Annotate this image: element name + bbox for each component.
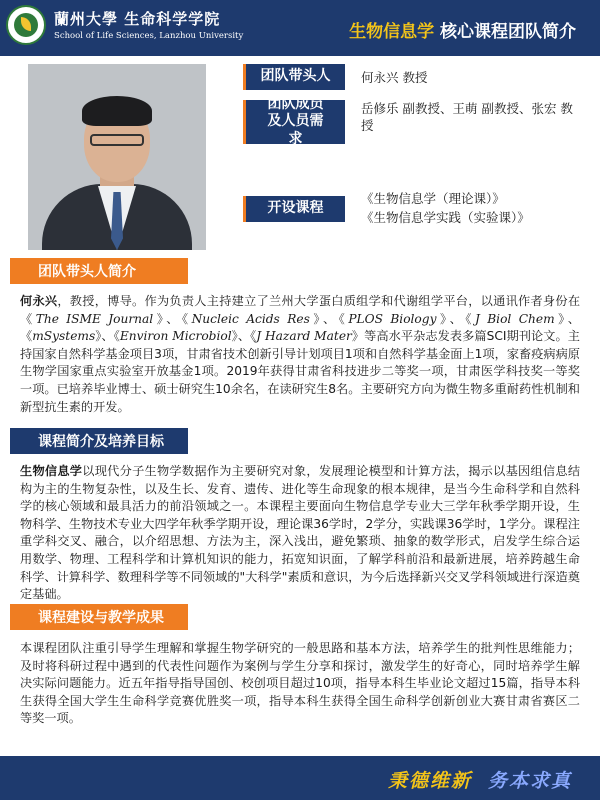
page-title bbox=[349, 17, 576, 42]
page-title-rest: 核心课程团队简介 bbox=[434, 22, 576, 42]
university-english-name: School of Life Sciences, Lanzhou University bbox=[54, 31, 244, 41]
journal-sep-6: 》、《 bbox=[231, 329, 257, 344]
university-name: 蘭州大學 生命科学学院 bbox=[54, 10, 221, 28]
journal-1: The ISME Journal bbox=[35, 311, 154, 326]
leader-intro-text-b: 》等高水平杂志发表多篇SCI期刊论文。主持国家自然科学基金项目3项，甘肃省技术创新引导计划项目1项和自然科学基金面上1项，家畜疫病病原生物学国家重点实验室开放基金1项。2019年获得甘肃省科技进步二等奖一项，甘肃医学科技奖一等奖一项。已培养毕业博士、硕士研究生10余名，在读研究生8名。主要研究方向为微生物多重耐药性机制和新型抗生素的开发。 bbox=[20, 329, 580, 414]
leader-label: 团队带头人 bbox=[243, 64, 345, 90]
members-label bbox=[243, 95, 345, 147]
course-2: 《生物信息学实践（实验课）》 bbox=[361, 210, 530, 225]
university-logo-icon bbox=[6, 5, 46, 45]
page-title-accent: 生物信息学 bbox=[349, 22, 435, 42]
section-heading-leader-intro: 团队带头人简介 bbox=[10, 258, 188, 284]
achievements-paragraph: 本课程团队注重引导学生理解和掌握生物学研究的一般思路和基本方法，培养学生的批判性思维能力；及时将科研过程中遇到的代表性问题作为案例与学生分享和探讨，激发学生的好奇心，同时培养学生解决实际问题能力。近五年指导指导国创、校创项目超过10项，指导本科生毕业论文超过15篇，指导本科生获得全国大学生生命科学竞赛优胜奖一项，指导本科生获得全国生命科学创新创业大赛甘肃省赛区二等奖一项。 bbox=[20, 641, 580, 726]
course-intro-text: 以现代分子生物学数据作为主要研究对象，发展理论模型和计算方法，揭示以基因组信息结构为主的生物复杂性，以及生长、发育、遗传、进化等生命现象的根本规律，是当今生命科学和自然科学的核心领域和最具活力的前沿领域之一。本课程主要面向生物信息学专业大三学年秋季学期开设，生物科学、生物技术专业大四学年秋季学期开设，理论课36学时，2学分，实践课36学时，1学分。课程注重学科交叉、融合，以介绍思想、方法为主，深入浅出，避免繁琐、抽象的数学形式，启发学生综合运用数学、物理、工程科学和计算机知识的能力，拓宽知识面，了解学科前沿和最新进展，培养跨越生命科学、计算科学、数理科学等不同领域的"大科学"素质和意识，为今后选择新兴交叉学科领域进行深造奠定基础。 bbox=[20, 464, 581, 602]
course-1: 《生物信息学（理论课）》 bbox=[361, 191, 505, 206]
journal-7: J Hazard Mater bbox=[256, 329, 352, 344]
page-footer bbox=[0, 756, 600, 800]
course-intro-lead: 生物信息学 bbox=[20, 464, 83, 478]
journal-4: J Biol Chem bbox=[474, 311, 555, 326]
journal-sep-2: 》、《 bbox=[309, 311, 349, 326]
leader-value: 何永兴 教授 bbox=[361, 70, 428, 85]
courses-label: 开设课程 bbox=[243, 196, 345, 222]
motto-1: 秉德维新 bbox=[388, 770, 473, 792]
members-value: 岳修乐 副教授、王萌 副教授、张宏 教授 bbox=[361, 101, 573, 133]
journal-sep-1: 》、《 bbox=[153, 311, 192, 326]
members-label-text: 团队成员及人员需求 bbox=[267, 95, 324, 147]
journal-sep-4: 》、《 bbox=[20, 311, 580, 344]
leader-portrait bbox=[28, 64, 206, 250]
page-header bbox=[0, 0, 600, 56]
leader-name: 何永兴 bbox=[20, 294, 58, 308]
journal-6: Environ Microbiol bbox=[119, 329, 232, 344]
journal-sep-3: 》、《 bbox=[436, 311, 475, 326]
journal-sep-5: 》、《 bbox=[95, 329, 120, 344]
section-heading-course-intro: 课程简介及培养目标 bbox=[10, 428, 188, 454]
journal-2: Nucleic Acids Res bbox=[191, 311, 310, 326]
section-heading-achievements: 课程建设与教学成果 bbox=[10, 604, 188, 630]
leader-intro-paragraph bbox=[20, 293, 580, 416]
journal-5: mSystems bbox=[32, 329, 96, 344]
journal-3: PLOS Biology bbox=[348, 311, 437, 326]
leader-intro-text-a: ，教授，博导。作为负责人主持建立了兰州大学蛋白质组学和代谢组学平台，以通讯作者身份在《 bbox=[20, 294, 581, 326]
course-intro-paragraph bbox=[20, 463, 580, 604]
motto-2: 务本求真 bbox=[488, 770, 573, 792]
